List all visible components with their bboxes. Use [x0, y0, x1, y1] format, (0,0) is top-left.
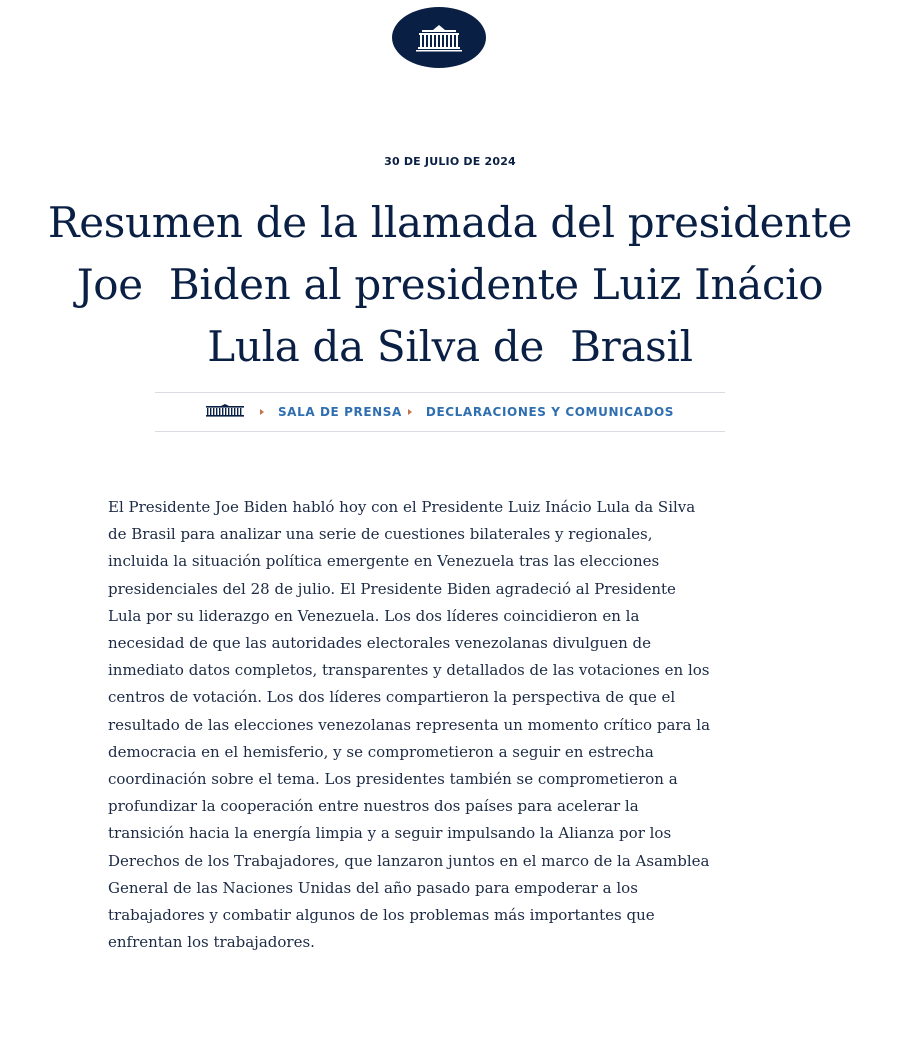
body-line: democracia en el hemisferio, y se comprometieron a seguir en estrecha	[108, 742, 654, 761]
body-line: profundizar la cooperación entre nuestros dos países para acelerar la	[108, 797, 639, 816]
title-line: Resumen de la llamada del presidente	[47, 198, 853, 247]
breadcrumb-home-link[interactable]	[206, 404, 254, 420]
article-body	[108, 494, 788, 956]
body-line: General de las Naciones Unidas del año pasado para empoderar a los	[108, 878, 638, 897]
body-line: trabajadores y combatir algunos de los problemas más importantes que	[108, 906, 655, 925]
body-line: Lula por su liderazgo en Venezuela. Los dos líderes coincidieron en la	[108, 606, 640, 625]
white-house-logo-link[interactable]	[392, 7, 486, 68]
publish-date: 30 DE JULIO DE 2024	[384, 155, 516, 168]
body-line: incluida la situación política emergente en Venezuela tras las elecciones	[108, 552, 660, 571]
body-line: transición hacia la energía limpia y a seguir impulsando la Alianza por los	[108, 824, 672, 843]
breadcrumb-declaraciones[interactable]: DECLARACIONES Y COMUNICADOS	[425, 405, 675, 419]
body-line: coordinación sobre el tema. Los presidentes también se comprometieron a	[108, 770, 678, 789]
body-line: centros de votación. Los dos líderes compartieron la perspectiva de que el	[108, 688, 676, 707]
body-line: necesidad de que las autoridades electorales venezolanas divulguen de	[108, 634, 651, 653]
title-line: Joe Biden al presidente Luiz Inácio	[76, 260, 824, 309]
caret-right-icon	[408, 409, 412, 415]
body-line: enfrentan los trabajadores.	[108, 933, 315, 952]
body-line: presidenciales del 28 de julio. El Presidente Biden agradeció al Presidente	[108, 579, 676, 598]
title-line: Lula da Silva de Brasil	[207, 322, 693, 371]
body-line: Derechos de los Trabajadores, que lanzaron juntos en el marco de la Asamblea	[108, 851, 710, 870]
body-line: de Brasil para analizar una serie de cuestiones bilaterales y regionales,	[108, 525, 653, 544]
body-line: El Presidente Joe Biden habló hoy con el Presidente Luiz Inácio Lula da Silva	[108, 498, 696, 516]
caret-right-icon	[260, 409, 264, 415]
page-title	[0, 192, 900, 378]
body-line: inmediato datos completos, transparentes y detallados de las votaciones en los	[108, 661, 710, 680]
white-house-seal-icon	[392, 7, 486, 68]
body-line: resultado de las elecciones venezolanas representa un momento crítico para la	[108, 715, 711, 734]
white-house-icon	[206, 404, 244, 417]
breadcrumb	[155, 392, 725, 432]
breadcrumb-sala-de-prensa[interactable]: SALA DE PRENSA	[277, 405, 402, 419]
